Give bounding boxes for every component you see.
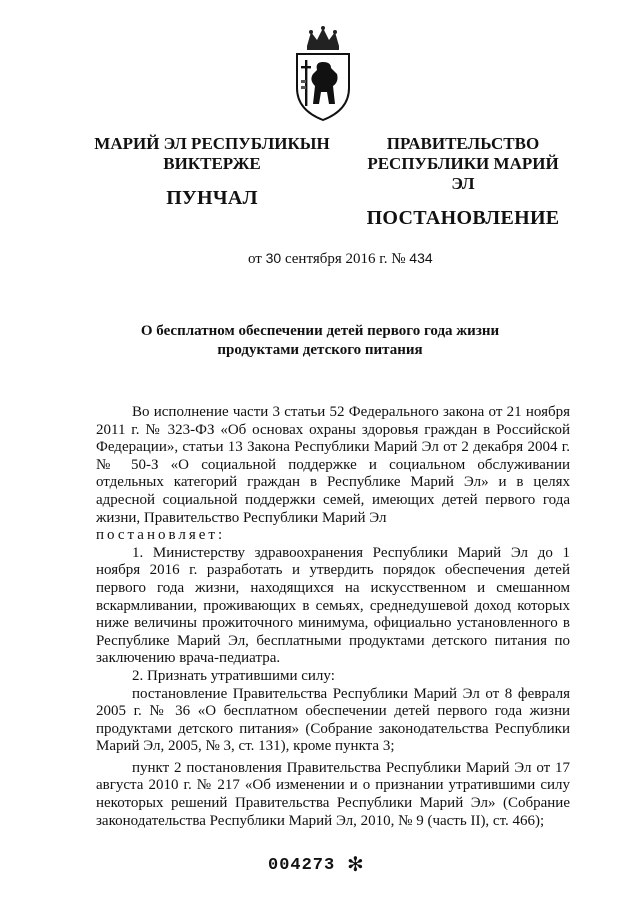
paragraph-2b: пункт 2 постановления Правительства Республики Марий Эл от 17 августа 2010 г. № 217 «Об изменении и о признании утратившими силу некоторых решений Правительства Республики Марий Эл» (Собрание законодательства Республики Марий Эл, 2010, № 9 (часть II), ст. 466);	[96, 759, 570, 829]
document-title	[120, 322, 520, 360]
date-line	[248, 250, 433, 268]
header-right-line1: ПРАВИТЕЛЬСТВО	[386, 134, 540, 153]
serial-number: 004273	[268, 856, 336, 875]
title-line2: продуктами детского питания	[217, 342, 423, 358]
header-right-line2: РЕСПУБЛИКИ МАРИЙ ЭЛ	[367, 154, 559, 193]
title-line1: О бесплатном обеспечении детей первого года жизни	[140, 323, 500, 339]
date-prefix: от	[248, 251, 262, 267]
header-russian	[358, 134, 568, 228]
header-right-title: ПОСТАНОВЛЕНИЕ	[366, 207, 560, 229]
date-day: 30	[265, 250, 282, 266]
date-rest: сентября 2016 г. №	[284, 251, 406, 267]
header-left-line2: ВИКТЕРЖЕ	[163, 154, 261, 173]
paragraph-2: 2. Признать утратившими силу:	[132, 667, 335, 684]
header-left-line1: МАРИЙ ЭЛ РЕСПУБЛИКЫН	[94, 134, 330, 153]
document-body	[96, 404, 570, 830]
header-mari	[92, 134, 332, 208]
document-number: 434	[409, 250, 433, 266]
paragraph-2a: постановление Правительства Республики Марий Эл от 8 февраля 2005 г. № 36 «О бесплатном обеспечении детей первого года жизни продуктами детского питания» (Собрание законодательства Республики Марий Эл, 2005, № 3, ст. 131), кроме пункта 3;	[96, 685, 570, 755]
preamble-paragraph: Во исполнение части 3 статьи 52 Федерального закона от 21 ноября 2011 г. № 323-ФЗ «Об основах охраны здоровья граждан в Российской Федерации», статьи 13 Закона Республики Марий Эл от 2 декабря 2004 г. № 50-З «О социальной поддержке и социальном обслуживании отдельных категорий граждан в Республике Марий Эл» и в целях адресной социальной поддержки семей, имеющих детей первого года жизни, Правительство Республики Марий Эл	[96, 404, 570, 526]
header-left-title: ПУНЧАЛ	[166, 187, 258, 209]
asterisk-mark: ✻	[347, 852, 364, 876]
resolves-word: постановляет:	[96, 527, 226, 544]
coat-of-arms-emblem	[293, 26, 353, 122]
paragraph-1: 1. Министерству здравоохранения Республики Марий Эл до 1 ноября 2016 г. разработать и утвердить порядок обеспечения детей первого года жизни, находящихся на искусственном и смешанном вскармливании, проживающих в семьях, среднедушевой доход которых ниже величины прожиточного минимума, официально установленного в Республике Марий Эл, бесплатными продуктами детского питания по заключению врача-педиатра.	[96, 544, 570, 667]
